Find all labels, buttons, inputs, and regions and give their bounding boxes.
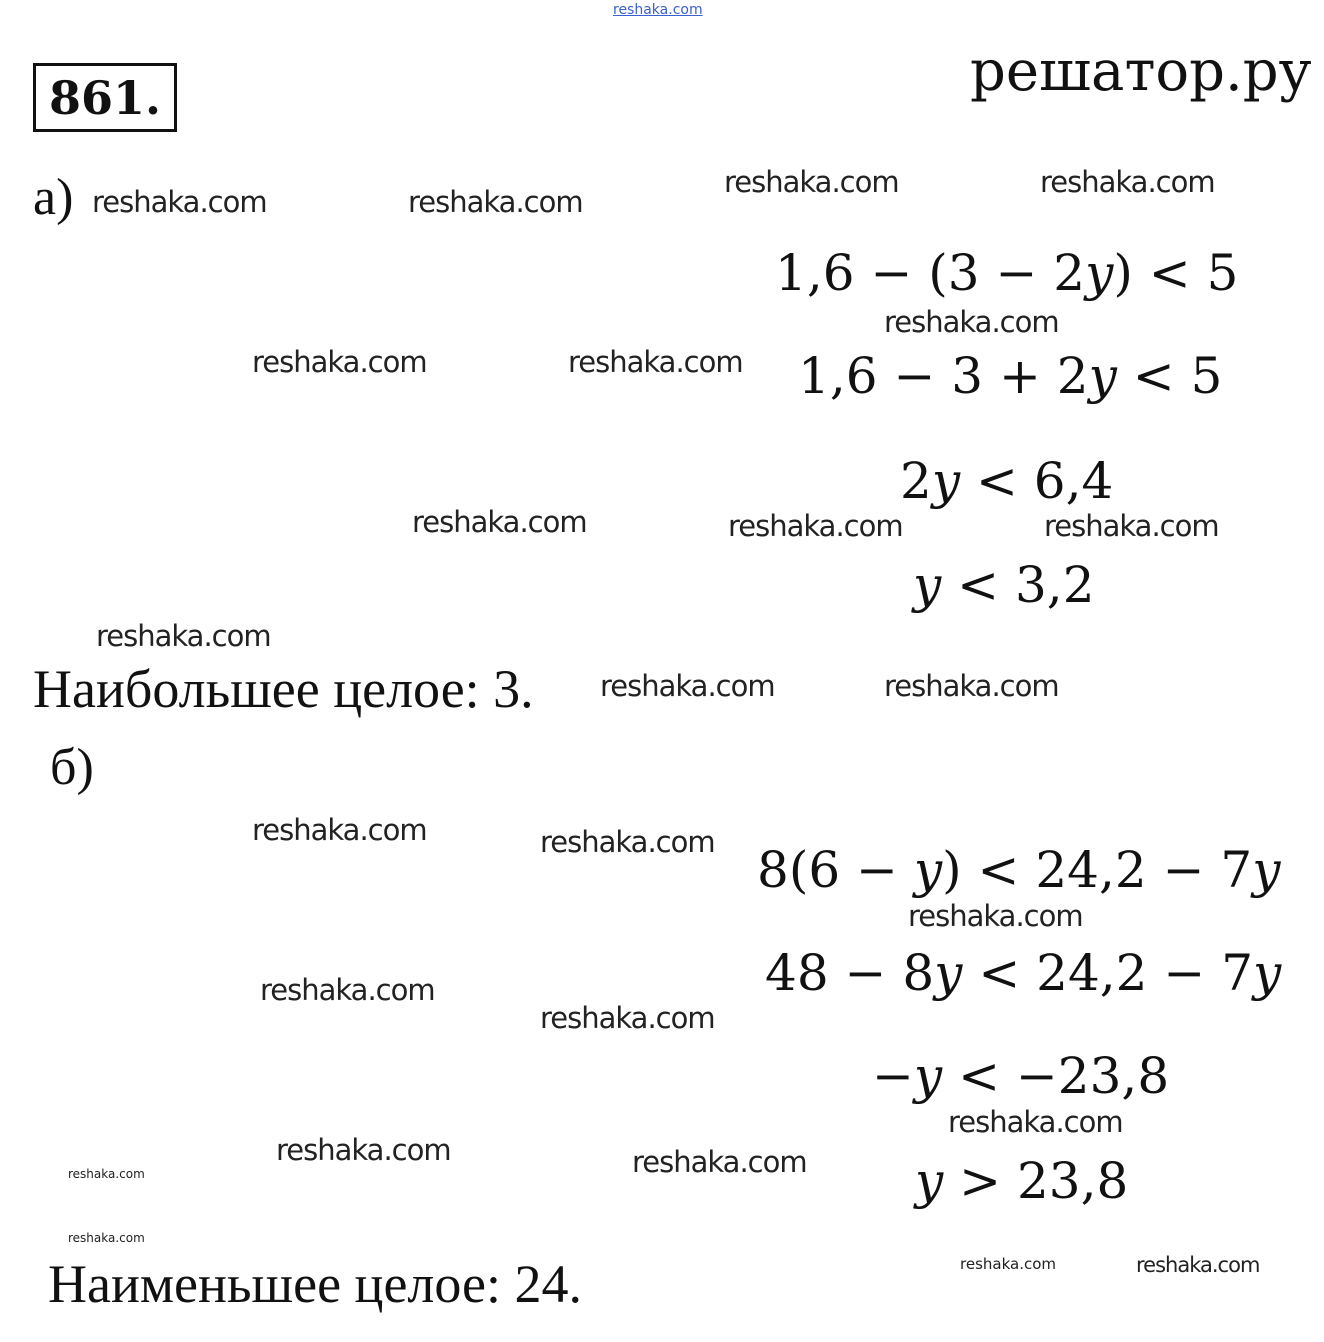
watermark: reshaka.com [540, 1001, 715, 1035]
watermark: reshaka.com [1040, 165, 1215, 199]
part-a-step-3: 2y < 6,4 [900, 452, 1114, 510]
site-logo: решатор.ру [970, 39, 1312, 104]
watermark: reshaka.com [600, 669, 775, 703]
watermark: reshaka.com [948, 1105, 1123, 1139]
watermark: reshaka.com [412, 505, 587, 539]
watermark: reshaka.com [1044, 509, 1219, 543]
part-b-label: б) [50, 739, 94, 796]
watermark: reshaka.com [540, 825, 715, 859]
part-b-step-4: y > 23,8 [915, 1152, 1129, 1210]
watermark: reshaka.com [68, 1167, 145, 1181]
watermark: reshaka.com [68, 1231, 145, 1245]
part-b-step-1: 8(6 − y) < 24,2 − 7y [757, 841, 1281, 899]
watermark: reshaka.com [724, 165, 899, 199]
watermark: reshaka.com [568, 345, 743, 379]
part-a-label: а) [33, 169, 74, 226]
part-b-step-2: 48 − 8y < 24,2 − 7y [765, 944, 1282, 1002]
watermark: reshaka.com [276, 1133, 451, 1167]
watermark: reshaka.com [96, 619, 271, 653]
watermark: reshaka.com [1136, 1253, 1260, 1277]
top-watermark-link[interactable]: reshaka.com [613, 2, 703, 18]
watermark: reshaka.com [908, 899, 1083, 933]
watermark: reshaka.com [252, 813, 427, 847]
part-a-step-1: 1,6 − (3 − 2y) < 5 [775, 244, 1239, 302]
part-a-step-4: y < 3,2 [913, 556, 1095, 614]
watermark: reshaka.com [92, 185, 267, 219]
watermark: reshaka.com [960, 1255, 1056, 1273]
watermark: reshaka.com [728, 509, 903, 543]
part-a-step-2: 1,6 − 3 + 2y < 5 [798, 347, 1223, 405]
watermark: reshaka.com [632, 1145, 807, 1179]
watermark: reshaka.com [252, 345, 427, 379]
part-b-step-3: −y < −23,8 [872, 1047, 1170, 1105]
watermark: reshaka.com [260, 973, 435, 1007]
part-a-answer: Наибольшее целое: 3. [33, 659, 534, 719]
watermark: reshaka.com [408, 185, 583, 219]
watermark: reshaka.com [884, 305, 1059, 339]
problem-number: 861. [33, 63, 177, 132]
part-b-answer: Наименьшее целое: 24. [48, 1254, 582, 1314]
watermark: reshaka.com [884, 669, 1059, 703]
